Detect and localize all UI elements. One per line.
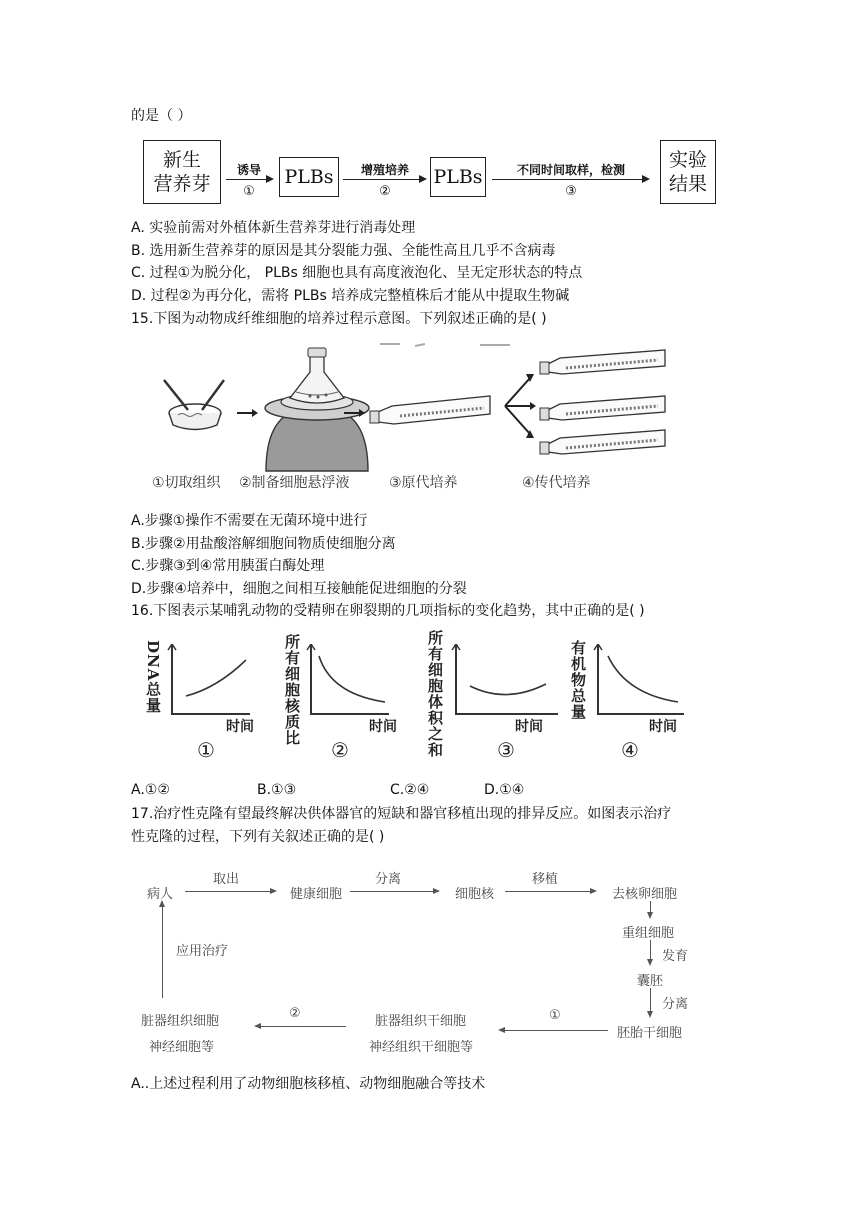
label-separate-1: 分离 bbox=[375, 872, 402, 887]
q14-stem-tail: 的是（ ） bbox=[131, 108, 192, 124]
q16-option-c: C.②④ bbox=[390, 782, 430, 798]
label-apply-treatment: 应用治疗 bbox=[176, 944, 229, 959]
q14-option-c: C. 过程①为脱分化， PLBs 细胞也具有高度液泡化、呈无定形状态的特点 bbox=[131, 265, 583, 281]
graph3-xlabel: 时间 bbox=[515, 719, 543, 735]
node-nucleus: 细胞核 bbox=[455, 887, 495, 902]
label-develop: 发育 bbox=[662, 949, 689, 964]
graph2-ylabel: 所有细胞核质比 bbox=[283, 634, 301, 746]
node-blastocyst: 囊胚 bbox=[637, 974, 664, 989]
q14-option-d: D. 过程②为再分化，需将 PLBs 培养成完整植株后才能从中提取生物碱 bbox=[131, 288, 570, 304]
node-stem-cells-1: 脏器组织干细胞 bbox=[375, 1014, 467, 1029]
flow-arrow-down bbox=[650, 901, 651, 917]
q15-option-c: C.步骤③到④常用胰蛋白酶处理 bbox=[131, 558, 325, 574]
q15-stem: 15.下图为动物成纤维细胞的培养过程示意图。下列叙述正确的是( ) bbox=[131, 311, 547, 327]
graph3-number: ③ bbox=[497, 738, 515, 762]
node-patient: 病人 bbox=[147, 887, 174, 902]
node-recombinant-cell: 重组细胞 bbox=[622, 926, 675, 941]
arrow-label-proliferation: 增殖培养 bbox=[360, 163, 409, 177]
graph4-ylabel: 有机物总量 bbox=[569, 640, 587, 720]
graph1-number: ① bbox=[197, 738, 215, 762]
q17-stem-line2: 性克隆的过程，下列有关叙述正确的是( ) bbox=[131, 829, 385, 845]
flow-arrow-left bbox=[256, 1026, 346, 1027]
q14-option-a: A. 实验前需对外植体新生营养芽进行消毒处理 bbox=[131, 220, 416, 236]
step-number: ② bbox=[379, 184, 391, 199]
q14-option-b: B. 选用新生营养芽的原因是其分裂能力强、全能性高且几乎不含病毒 bbox=[131, 243, 556, 259]
graph4-xlabel: 时间 bbox=[649, 719, 677, 735]
flow-arrow bbox=[226, 179, 272, 180]
tissue-dish-icon bbox=[164, 380, 224, 430]
q15-option-b: B.步骤②用盐酸溶解细胞间物质使细胞分离 bbox=[131, 536, 396, 552]
flow-arrow-up bbox=[162, 902, 163, 998]
node-stem-cells-2: 神经组织干细胞等 bbox=[369, 1040, 474, 1055]
flow-arrow-left bbox=[500, 1030, 608, 1031]
flow-box-plbs: PLBs bbox=[279, 157, 339, 197]
flow-arrow bbox=[492, 179, 648, 180]
flow-arrow-down bbox=[650, 988, 651, 1016]
node-es-cell: 胚胎干细胞 bbox=[617, 1026, 683, 1041]
flow-arrow bbox=[350, 891, 438, 892]
flow-arrow-down bbox=[650, 940, 651, 964]
flow-box-plbs-2: PLBs bbox=[430, 157, 486, 197]
step-number: ③ bbox=[565, 184, 577, 199]
node-healthy-cell: 健康细胞 bbox=[290, 887, 343, 902]
q17-option-a: A..上述过程利用了动物细胞核移植、动物细胞融合等技术 bbox=[131, 1076, 486, 1092]
caption-step-4: ④传代培养 bbox=[522, 475, 591, 491]
q15-option-d: D.步骤④培养中，细胞之间相互接触能促进细胞的分裂 bbox=[131, 581, 467, 597]
graph2-xlabel: 时间 bbox=[369, 719, 397, 735]
step-number: ① bbox=[243, 184, 255, 199]
label-take-out: 取出 bbox=[213, 872, 240, 887]
shaker-flask-icon bbox=[265, 348, 369, 471]
subculture-flasks-icon bbox=[540, 350, 665, 454]
flow-arrow bbox=[505, 891, 595, 892]
graph2-curve bbox=[301, 644, 391, 720]
q15-option-a: A.步骤①操作不需要在无菌环境中进行 bbox=[131, 513, 368, 529]
graph3-ylabel: 所有细胞体积之和 bbox=[426, 630, 444, 758]
primary-culture-flask-icon bbox=[370, 396, 490, 424]
node-tissue-cells-2: 神经细胞等 bbox=[149, 1040, 215, 1055]
node-tissue-cells-1: 脏器组织细胞 bbox=[141, 1014, 220, 1029]
arrow-label-induce: 诱导 bbox=[236, 163, 261, 177]
arrow-label-sampling: 不同时间取样，检测 bbox=[516, 163, 625, 177]
graph3-curve bbox=[446, 644, 562, 720]
label-separate-2: 分离 bbox=[662, 997, 689, 1012]
label-step-1: ① bbox=[549, 1008, 561, 1023]
graph1-curve bbox=[162, 644, 252, 720]
flow-box-result: 实验 结果 bbox=[660, 140, 716, 204]
caption-step-1: ①切取组织 bbox=[152, 475, 221, 491]
flow-arrow bbox=[185, 891, 275, 892]
label-step-2: ② bbox=[289, 1006, 301, 1021]
flow-box-new-bud: 新生 营养芽 bbox=[143, 140, 221, 204]
q16-option-b: B.①③ bbox=[257, 782, 297, 798]
caption-step-3: ③原代培养 bbox=[389, 475, 458, 491]
graph2-number: ② bbox=[331, 738, 349, 762]
q16-option-a: A.①② bbox=[131, 782, 170, 798]
q16-option-d: D.①④ bbox=[484, 782, 525, 798]
flow-arrow bbox=[343, 179, 425, 180]
label-transplant: 移植 bbox=[532, 872, 559, 887]
q16-stem: 16.下图表示某哺乳动物的受精卵在卵裂期的几项指标的变化趋势，其中正确的是( ) bbox=[131, 603, 645, 619]
graph4-curve bbox=[588, 644, 688, 720]
q17-stem-line1: 17.治疗性克隆有望最终解决供体器官的短缺和器官移植出现的排异反应。如图表示治疗 bbox=[131, 806, 672, 822]
graph1-ylabel: DNA总量 bbox=[144, 640, 162, 714]
graph1-xlabel: 时间 bbox=[226, 719, 254, 735]
branch-arrows-icon bbox=[505, 378, 530, 434]
caption-step-2: ②制备细胞悬浮液 bbox=[239, 475, 350, 491]
graph4-number: ④ bbox=[621, 738, 639, 762]
node-enucleated-egg: 去核卵细胞 bbox=[612, 887, 678, 902]
